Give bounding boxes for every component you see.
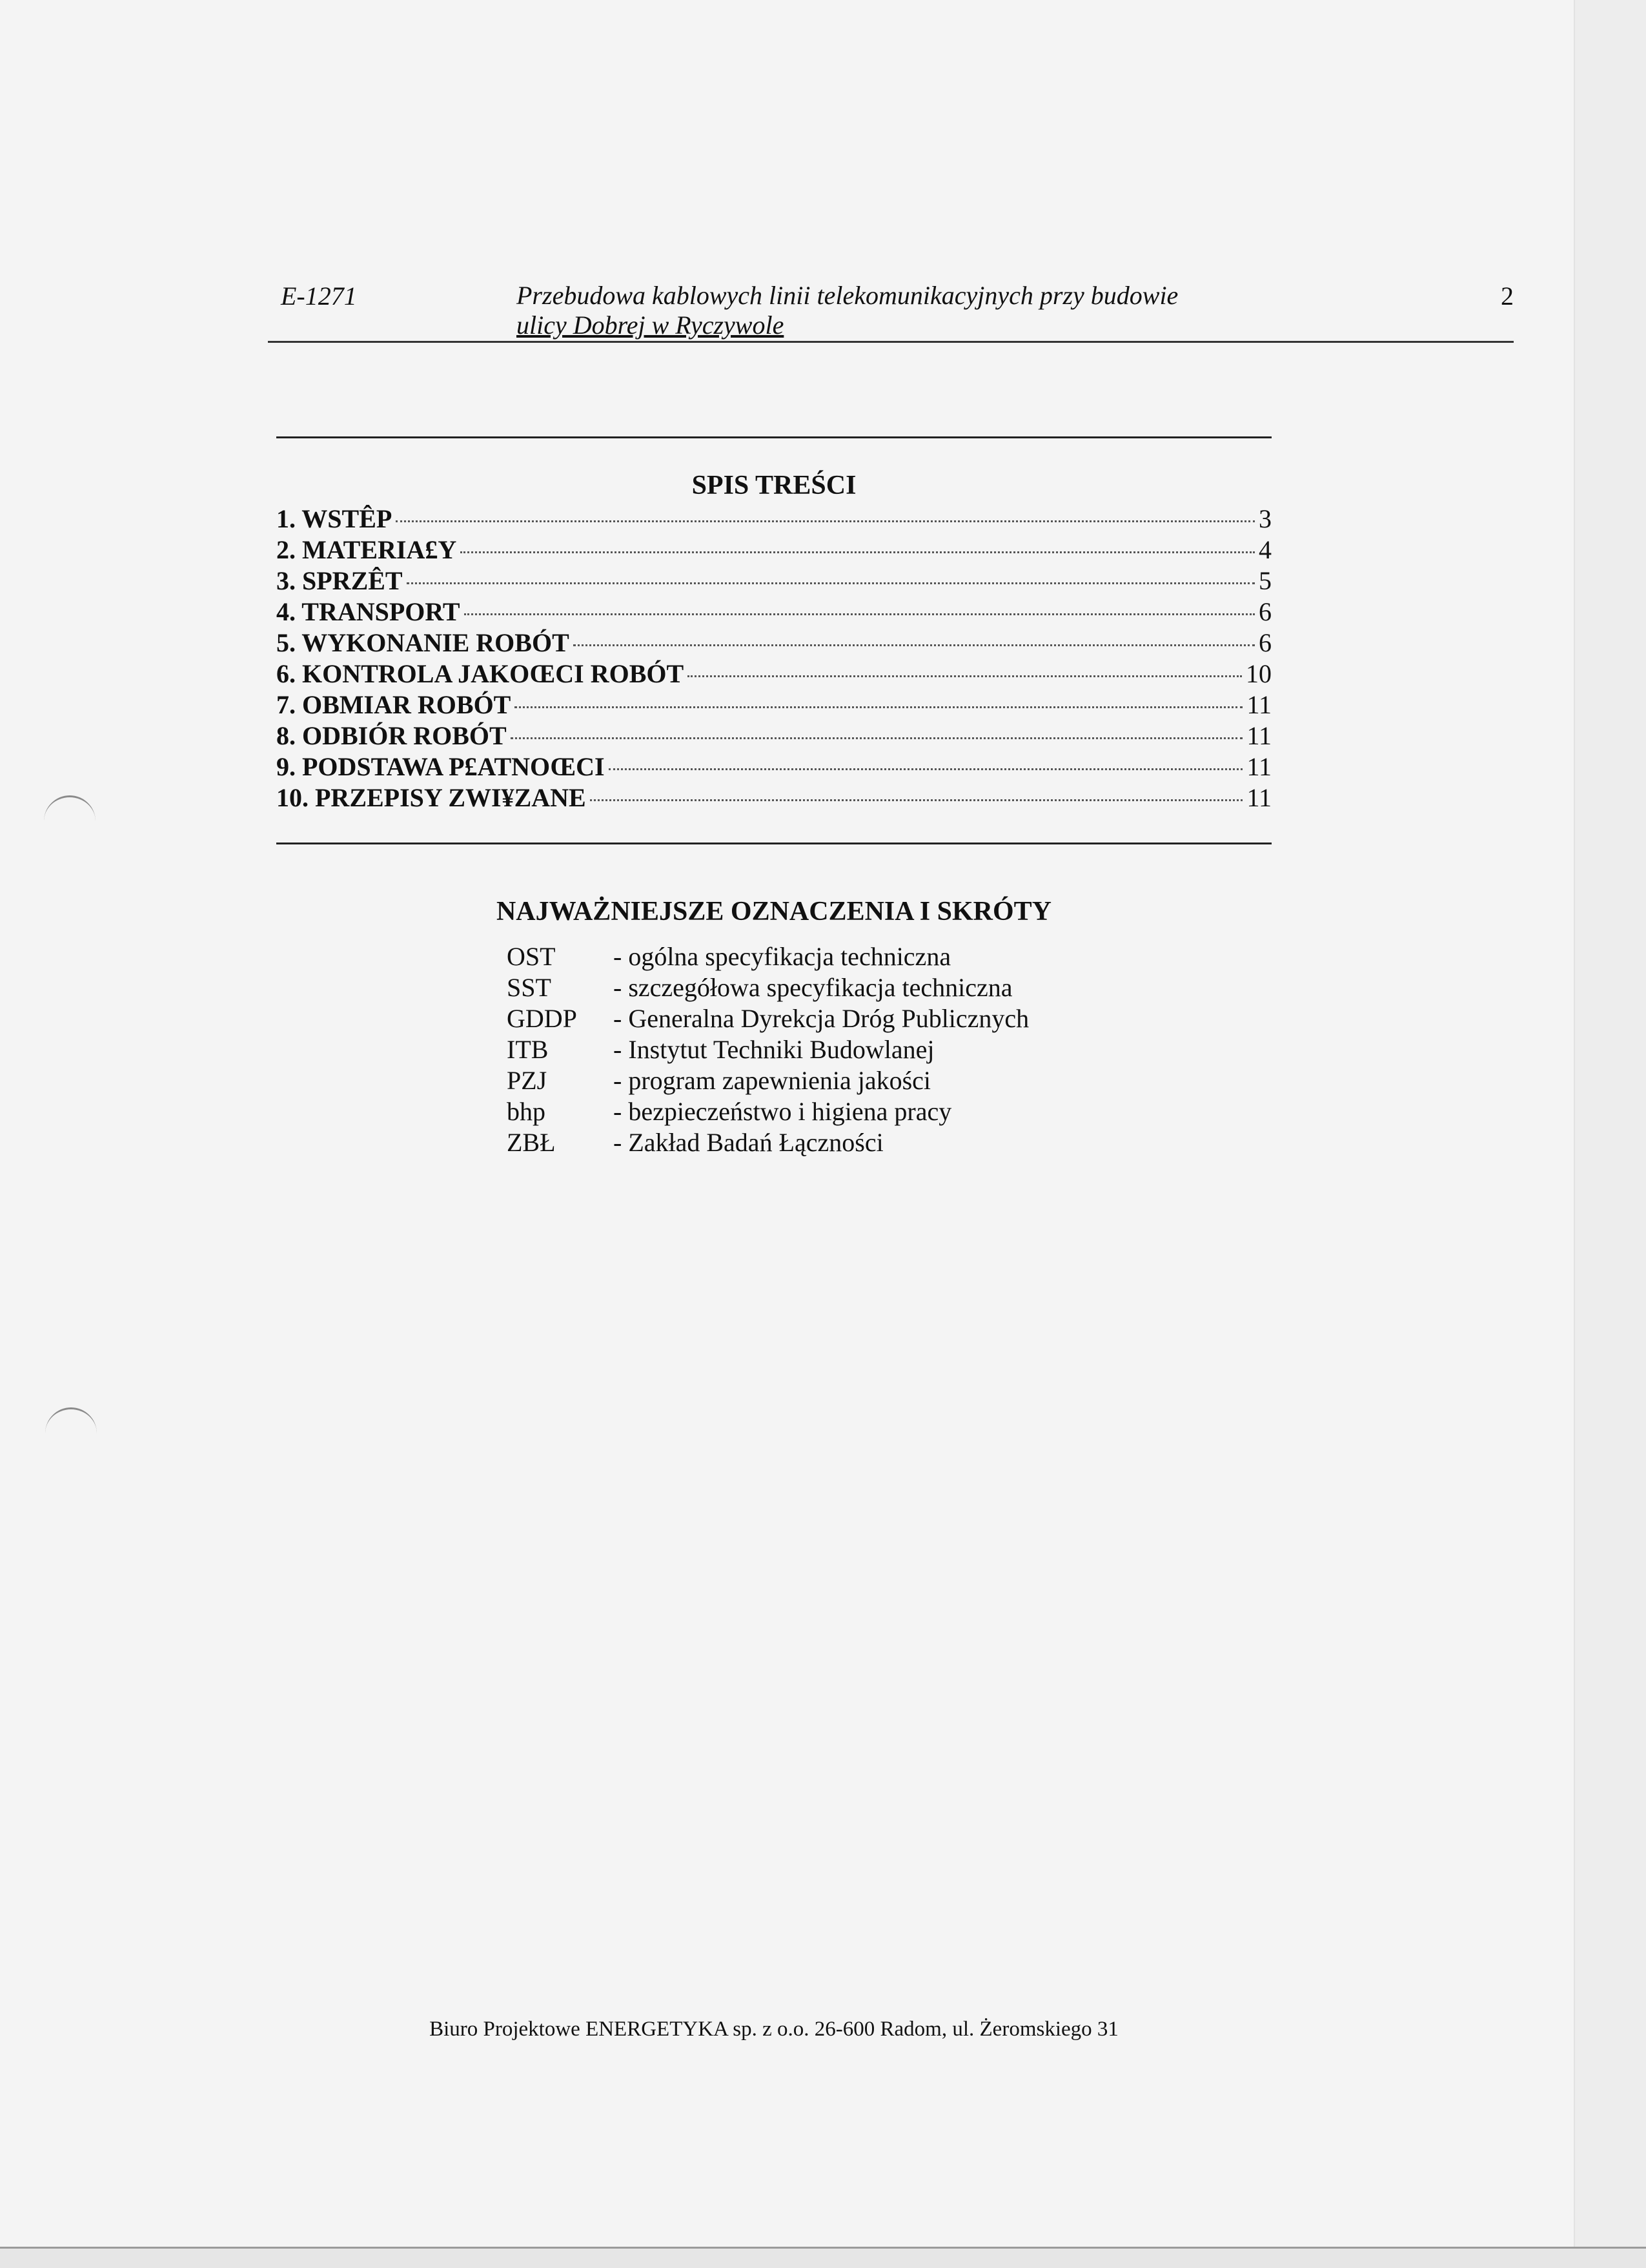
abbreviation-meaning: - Zakład Badań Łączności (613, 1128, 884, 1157)
toc-leader-dots (609, 768, 1243, 770)
abbreviation-meaning: - ogólna specyfikacja techniczna (613, 942, 951, 971)
toc-entry (276, 720, 1272, 751)
toc-entry-page: 4 (1259, 535, 1272, 564)
page-number: 2 (1501, 281, 1514, 311)
page-header (268, 278, 1514, 342)
abbreviation-entry (507, 1065, 1029, 1096)
toc-entry (276, 566, 1272, 597)
abbreviation-entry (507, 1127, 1029, 1158)
document-title (516, 281, 1226, 340)
toc-entry-label: 10. PRZEPISY ZWI¥ZANE (276, 783, 586, 812)
abbreviation-meaning: - szczegółowa specyfikacja techniczna (613, 973, 1013, 1002)
toc-entry-label: 6. KONTROLA JAKOŒCI ROBÓT (276, 659, 684, 688)
punch-hole-mark (45, 1407, 97, 1435)
toc-entry (276, 659, 1272, 690)
abbreviation-entry (507, 1003, 1029, 1034)
toc-entry (276, 751, 1272, 782)
toc-entry-page: 5 (1259, 566, 1272, 595)
toc-leader-dots (464, 613, 1255, 615)
header-divider (268, 341, 1514, 343)
toc-entry-page: 3 (1259, 504, 1272, 533)
toc-entry (276, 690, 1272, 720)
abbreviation-code: bhp (507, 1097, 545, 1126)
toc-leader-dots (407, 582, 1255, 584)
table-of-contents (276, 504, 1272, 813)
toc-title: SPIS TREŚCI (691, 471, 857, 500)
toc-entry-label: 9. PODSTAWA P£ATNOŒCI (276, 752, 605, 781)
abbreviation-code: ITB (507, 1035, 549, 1064)
toc-leader-dots (590, 799, 1243, 801)
toc-entry-page: 11 (1246, 783, 1272, 812)
page-footer: Biuro Projektowe ENERGETYKA sp. z o.o. 26-600 Radom, ul. Żeromskiego 31 (429, 2018, 1119, 2041)
document-title-line1: Przebudowa kablowych linii telekomunikacyjnych przy budowie (516, 281, 1179, 310)
toc-entry-page: 11 (1246, 752, 1272, 781)
abbreviation-code: ZBŁ (507, 1128, 556, 1157)
document-title-line2: ulicy Dobrej w Ryczywole (516, 311, 784, 340)
abbreviation-entry (507, 1034, 1029, 1065)
toc-leader-dots (511, 737, 1243, 739)
toc-entry-page: 6 (1259, 628, 1272, 657)
abbreviation-meaning: - Generalna Dyrekcja Dróg Publicznych (613, 1004, 1030, 1033)
abbreviation-code: OST (507, 942, 556, 971)
toc-entry (276, 628, 1272, 659)
abbreviation-entry (507, 1096, 1029, 1127)
toc-entry (276, 535, 1272, 566)
toc-entry-label: 1. WSTÊP (276, 504, 392, 533)
toc-bottom-divider (276, 843, 1272, 844)
toc-entry (276, 597, 1272, 628)
toc-entry-page: 10 (1246, 659, 1272, 688)
abbreviation-code: GDDP (507, 1004, 577, 1033)
abbreviation-meaning: - Instytut Techniki Budowlanej (613, 1035, 935, 1064)
toc-leader-dots (573, 644, 1255, 646)
toc-entry (276, 504, 1272, 535)
scan-page-edge-right (1574, 0, 1646, 2266)
toc-entry-label: 7. OBMIAR ROBÓT (276, 690, 511, 719)
document-code: E-1271 (281, 281, 357, 311)
abbreviation-code: SST (507, 973, 551, 1002)
abbreviation-code: PZJ (507, 1066, 547, 1095)
toc-entry-page: 6 (1259, 597, 1272, 626)
toc-entry-label: 5. WYKONANIE ROBÓT (276, 628, 569, 657)
toc-leader-dots (460, 551, 1255, 553)
abbreviation-meaning: - bezpieczeństwo i higiena pracy (613, 1097, 952, 1126)
scan-page-edge-bottom (0, 2247, 1646, 2268)
toc-entry-label: 4. TRANSPORT (276, 597, 460, 626)
abbreviations-title: NAJWAŻNIEJSZE OZNACZENIA I SKRÓTY (496, 897, 1052, 926)
toc-entry-page: 11 (1246, 721, 1272, 750)
toc-entry-label: 3. SPRZÊT (276, 566, 403, 595)
punch-hole-mark (44, 795, 96, 823)
toc-entry-page: 11 (1246, 690, 1272, 719)
toc-entry (276, 782, 1272, 813)
toc-top-divider (276, 436, 1272, 438)
toc-entry-label: 2. MATERIA£Y (276, 535, 457, 564)
abbreviation-meaning: - program zapewnienia jakości (613, 1066, 931, 1095)
abbreviations-list (507, 941, 1029, 1158)
abbreviation-entry (507, 972, 1029, 1003)
toc-leader-dots (687, 675, 1242, 677)
abbreviation-entry (507, 941, 1029, 972)
toc-leader-dots (396, 520, 1255, 522)
toc-entry-label: 8. ODBIÓR ROBÓT (276, 721, 507, 750)
toc-leader-dots (514, 706, 1243, 708)
